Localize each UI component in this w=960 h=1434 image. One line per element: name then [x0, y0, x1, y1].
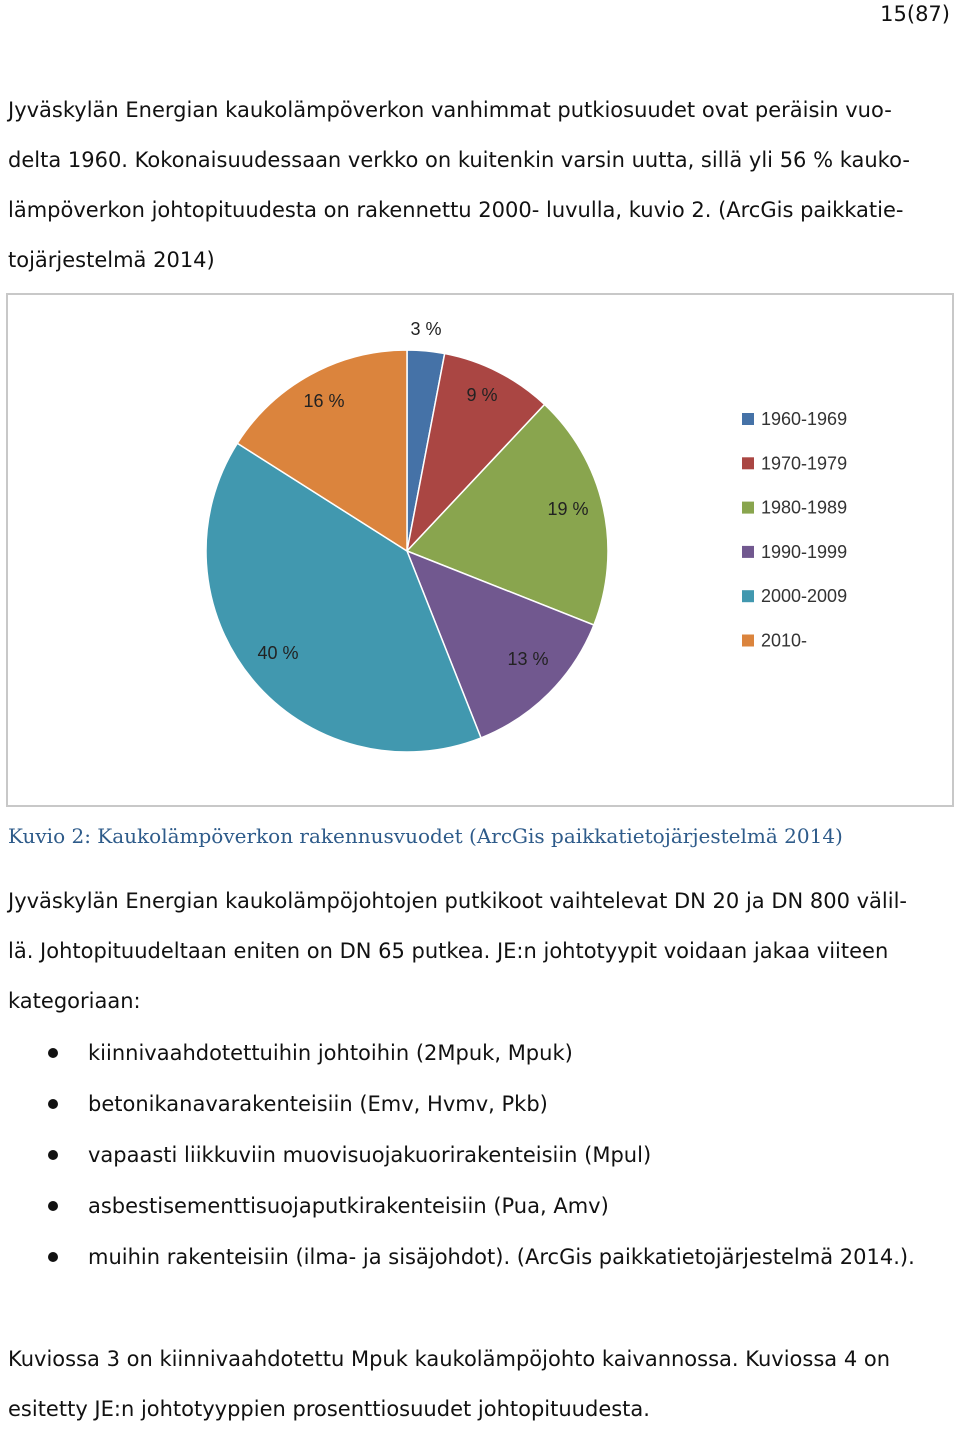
pie-data-label: 9 %: [466, 385, 498, 405]
pie-chart-figure: [6, 293, 954, 807]
list-item-text: asbestisementtisuojaputkirakenteisiin (Pua, Amv): [88, 1194, 609, 1218]
legend-label: 1980-1989: [761, 497, 848, 518]
legend-swatch: [742, 590, 754, 602]
intro-line: Jyväskylän Energian kaukolämpöverkon vanhimmat putkiosuudet ovat peräisin vuo-: [8, 98, 892, 122]
figure-caption: Kuvio 2: Kaukolämpöverkon rakennusvuodet (ArcGis paikkatietojärjestelmä 2014): [8, 824, 843, 848]
legend-swatch: [742, 502, 754, 514]
intro-line: tojärjestelmä 2014): [8, 248, 215, 272]
closing-line: esitetty JE:n johtotyyppien prosenttiosuudet johtopituudesta.: [8, 1397, 650, 1421]
bullet-icon: [48, 1201, 58, 1211]
page-number: 15(87): [880, 2, 950, 26]
bullet-icon: [48, 1252, 58, 1262]
legend-swatch: [742, 635, 754, 647]
legend-label: 1970-1979: [761, 453, 848, 474]
list-item-text: kiinnivaahdotettuihin johtoihin (2Mpuk, Mpuk): [88, 1041, 573, 1065]
pie-data-label: 3 %: [410, 319, 442, 339]
intro-line: delta 1960. Kokonaisuudessaan verkko on kuitenkin varsin uutta, sillä yli 56 % kauko-: [8, 148, 910, 172]
pipe-line: Jyväskylän Energian kaukolämpöjohtojen putkikoot vaihtelevat DN 20 ja DN 800 välil-: [8, 889, 908, 913]
list-item-text: betonikanavarakenteisiin (Emv, Hvmv, Pkb): [88, 1092, 548, 1116]
pie-chart: [8, 295, 952, 805]
pipe-paragraph: [8, 876, 954, 1026]
legend-label: 1960-1969: [761, 409, 848, 429]
pie-data-label: 13 %: [507, 649, 549, 669]
pipe-line: lä. Johtopituudeltaan eniten on DN 65 putkea. JE:n johtotyypit voidaan jakaa viiteen: [8, 939, 889, 963]
pipe-line: kategoriaan:: [8, 989, 141, 1013]
bullet-icon: [48, 1099, 58, 1109]
legend-swatch: [742, 413, 754, 425]
legend-swatch: [742, 457, 754, 469]
pie-data-label: 16 %: [303, 391, 345, 411]
bullet-icon: [48, 1048, 58, 1058]
legend-label: 1990-1999: [761, 541, 848, 562]
intro-line: lämpöverkon johtopituudesta on rakennettu 2000- luvulla, kuvio 2. (ArcGis paikkatie-: [8, 198, 904, 222]
list-item-text: muihin rakenteisiin (ilma- ja sisäjohdot). (ArcGis paikkatietojärjestelmä 2014.).: [88, 1245, 915, 1269]
legend-swatch: [742, 546, 754, 558]
legend-label: 2010-: [761, 630, 808, 651]
bullet-icon: [48, 1150, 58, 1160]
closing-paragraph: [8, 1334, 954, 1434]
pie-data-label: 40 %: [257, 643, 299, 663]
closing-line: Kuviossa 3 on kiinnivaahdotettu Mpuk kaukolämpöjohto kaivannossa. Kuviossa 4 on: [8, 1347, 891, 1371]
intro-paragraph: [8, 85, 954, 285]
legend-label: 2000-2009: [761, 586, 848, 607]
list-item-text: vapaasti liikkuviin muovisuojakuorirakenteisiin (Mpul): [88, 1143, 652, 1167]
pie-data-label: 19 %: [547, 499, 589, 519]
